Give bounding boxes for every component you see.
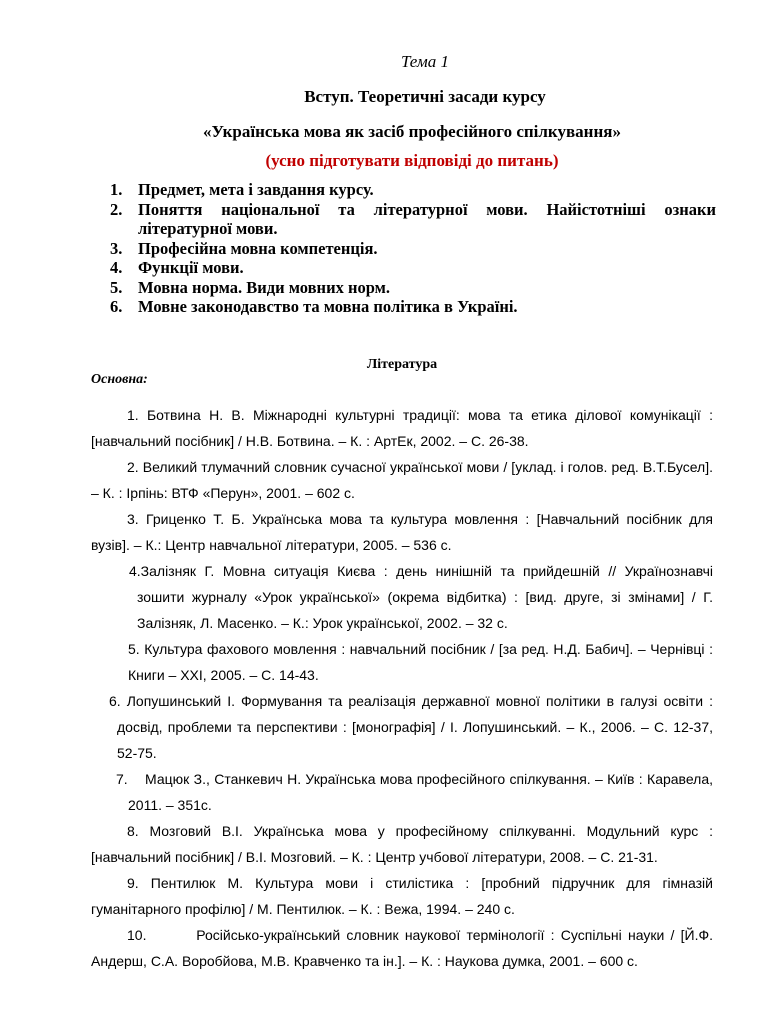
question-item	[110, 200, 716, 239]
question-item	[110, 297, 716, 317]
page-title: Вступ. Теоретичні засади курсу	[304, 87, 546, 106]
questions-list	[110, 180, 716, 317]
reference-item: 8. Мозговий В.І. Українська мова у професійному спілкуванні. Модульний курс : [навчальний посібник] / В.І. Мозговий. – К. : Центр учбової літератури, 2008. – С. 21-31.	[91, 823, 713, 865]
question-text: Поняття національної та літературної мови. Найістотніші ознаки літературної мови.	[138, 199, 716, 238]
topic-label: Тема 1	[400, 52, 450, 71]
question-item	[110, 278, 716, 298]
question-text: Мовне законодавство та мовна політика в Україні.	[138, 297, 518, 316]
question-text: Функції мови.	[138, 258, 244, 277]
literature-subheading: Основна:	[91, 372, 148, 387]
question-item	[110, 239, 716, 259]
reference-item: 7. Мацюк З., Станкевич Н. Українська мова професійного спілкування. – Київ : Каравела, 2011. – 351с.	[116, 771, 717, 813]
question-text: Предмет, мета і завдання курсу.	[138, 180, 374, 199]
reference-item: 4.Залізняк Г. Мовна ситуація Києва : день нинішній та прийдешній // Українознавчі зошити журналу «Урок української» (окрема відбитка) : [вид. друге, зі змінами] / Г. Залізняк, Л. Масенко. – К.: Урок української, 2002. – 32 с.	[129, 563, 713, 631]
reference-list	[91, 402, 717, 974]
reference-item: 3. Гриценко Т. Б. Українська мова та культура мовлення : [Навчальний посібник для вузів]. – К.: Центр навчальної літератури, 2005. – 536 с.	[91, 511, 713, 553]
question-number: 1.	[110, 180, 123, 199]
instruction-note: (усно підготувати відповіді до питань)	[265, 151, 559, 170]
reference-item: 2. Великий тлумачний словник сучасної української мови / [уклад. і голов. ред. В.Т.Бусел]. – К. : Ірпінь: ВТФ «Перун», 2001. – 602 с.	[91, 459, 713, 501]
question-number: 3.	[110, 238, 123, 258]
reference-item: 1. Ботвина Н. В. Міжнародні культурні традиції: мова та етика ділової комунікації : [навчальний посібник] / Н.В. Ботвина. – К. : АртЕк, 2002. – С. 26-38.	[91, 407, 713, 449]
literature-heading: Література	[366, 357, 438, 372]
reference-item: 9. Пентилюк М. Культура мови і стилістика : [пробний підручник для гімназій гуманітарного профілю] / М. Пентилюк. – К. : Вежа, 1994. – 240 с.	[91, 875, 713, 917]
question-number: 2.	[110, 199, 123, 219]
reference-item: 10. Російсько-український словник наукової термінології : Суспільні науки / [Й.Ф. Андерш, С.А. Воробйова, М.В. Кравченко та ін.]. – К. : Наукова думка, 2001. – 600 с.	[91, 927, 717, 969]
question-number: 4.	[110, 258, 123, 277]
question-number: 6.	[110, 297, 123, 316]
question-number: 5.	[110, 277, 123, 297]
question-item	[110, 180, 716, 200]
reference-item: 5. Культура фахового мовлення : навчальний посібник / [за ред. Н.Д. Бабич]. – Чернівці : Книги – XXI, 2005. – С. 14-43.	[128, 641, 713, 683]
reference-item: 6. Лопушинський І. Формування та реалізація державної мовної політики в галузі освіти : досвід, проблеми та перспективи : [монографія] / І. Лопушинський. – К., 2006. – С. 12-37, 52-75.	[109, 693, 713, 761]
question-text: Професійна мовна компетенція.	[138, 238, 378, 258]
course-title: «Українська мова як засіб професійного спілкування»	[203, 122, 621, 141]
question-text: Мовна норма. Види мовних норм.	[138, 277, 390, 297]
question-item	[110, 258, 716, 278]
